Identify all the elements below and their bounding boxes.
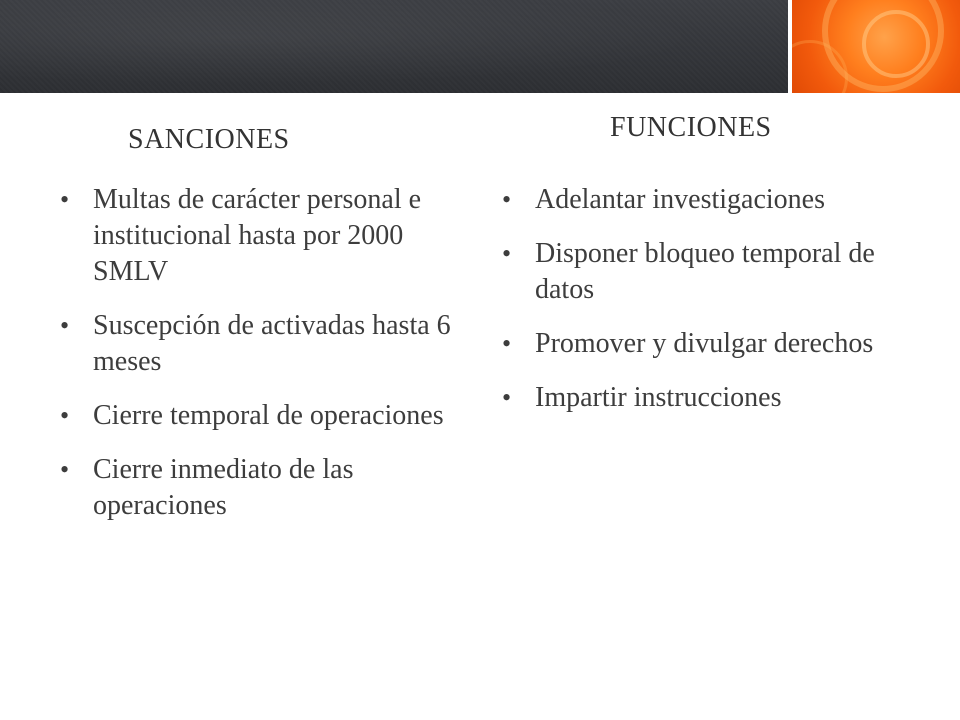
list-item-text: Disponer bloqueo temporal de datos: [535, 238, 875, 305]
bullet-icon: •: [60, 455, 70, 484]
bullet-icon: •: [502, 383, 512, 412]
bullet-icon: •: [60, 311, 70, 340]
list-item: [500, 326, 920, 362]
list-item: [500, 236, 920, 308]
list-item-text: Multas de carácter personal e institucional hasta por 2000 SMLV: [93, 184, 422, 287]
list-item: [58, 452, 458, 524]
list-item: [500, 182, 920, 218]
list-item-text: Cierre inmediato de las operaciones: [93, 454, 354, 521]
list-item: [58, 398, 458, 434]
accent-image: [792, 0, 960, 93]
list-item-text: Suscepción de activadas hasta 6 meses: [93, 310, 451, 377]
bullet-icon: •: [502, 239, 512, 268]
list-item: [500, 380, 920, 416]
funciones-list: [500, 182, 920, 434]
bullet-icon: •: [60, 185, 70, 214]
sanciones-list: [58, 182, 458, 542]
list-item: [58, 308, 458, 380]
sanciones-heading: SANCIONES: [128, 124, 290, 155]
list-item: [58, 182, 458, 290]
accent-ring: [862, 10, 930, 78]
funciones-heading: FUNCIONES: [610, 112, 772, 143]
header-band: [0, 0, 788, 93]
list-item-text: Impartir instrucciones: [535, 382, 782, 413]
list-item-text: Adelantar investigaciones: [535, 184, 826, 215]
bullet-icon: •: [60, 401, 70, 430]
list-item-text: Cierre temporal de operaciones: [93, 400, 444, 431]
list-item-text: Promover y divulgar derechos: [535, 328, 874, 359]
bullet-icon: •: [502, 185, 512, 214]
bullet-icon: •: [502, 329, 512, 358]
